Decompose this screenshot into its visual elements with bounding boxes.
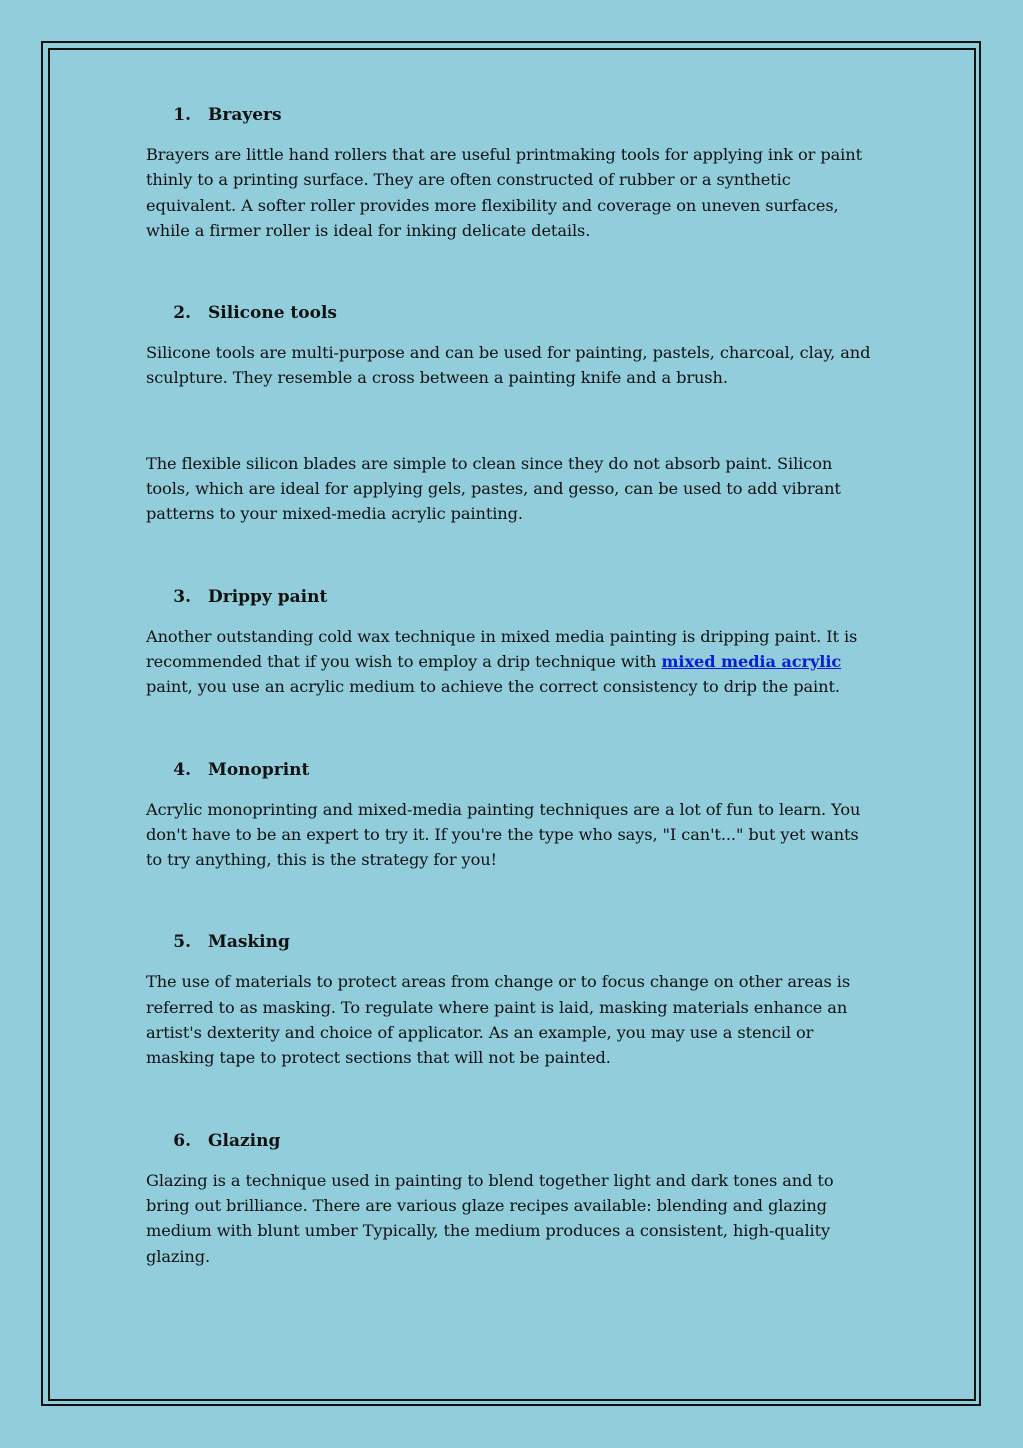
paragraph: The flexible silicon blades are simple to clean since they do not absorb paint. Silicon tools, which are ideal for applying gels, pastes, and gesso, can be used to add vibrant patterns to your mixed-media acrylic painting. bbox=[146, 453, 841, 524]
section-title: Drippy paint bbox=[208, 586, 328, 607]
section-drippy-paint bbox=[146, 582, 878, 700]
paragraph-text: Another outstanding cold wax technique in mixed media painting is dripping paint. It is recommended that if you wish to employ a drip technique with bbox=[146, 626, 858, 671]
section-heading bbox=[146, 582, 878, 612]
section-brayers bbox=[146, 100, 878, 243]
section-masking bbox=[146, 927, 878, 1070]
paragraph: Glazing is a technique used in painting to blend together light and dark tones and to bring out brilliance. There are various glaze recipes available: blending and glazing medium with blunt umber Typically, the medium produces a consistent, high-quality glazing. bbox=[146, 1170, 834, 1266]
section-heading bbox=[146, 755, 878, 785]
list-number: 6. bbox=[173, 1130, 191, 1151]
section-heading bbox=[146, 298, 878, 328]
paragraph bbox=[146, 624, 878, 700]
paragraph: The use of materials to protect areas from change or to focus change on other areas is referred to as masking. To regulate where paint is laid, masking materials enhance an artist's dexterity and choice of applicator. As an example, you may use a stencil or masking tape to protect sections that will not be painted. bbox=[146, 972, 851, 1068]
section-title: Brayers bbox=[208, 105, 282, 125]
section-title: Masking bbox=[208, 932, 290, 953]
paragraph: Silicone tools are multi-purpose and can be used for painting, pastels, charcoal, clay, and sculpture. They resemble a cross between a painting knife and a brush. bbox=[146, 343, 871, 388]
list-number: 2. bbox=[173, 303, 191, 324]
mixed-media-acrylic-link[interactable]: mixed media acrylic bbox=[661, 651, 842, 671]
list-number: 4. bbox=[173, 759, 191, 780]
section-title: Monoprint bbox=[208, 759, 310, 780]
list-number: 1. bbox=[173, 105, 191, 125]
list-number: 3. bbox=[173, 586, 191, 607]
paragraph: Acrylic monoprinting and mixed-media painting techniques are a lot of fun to learn. You don't have to be an expert to try it. If you're the type who says, "I can't..." but yet wants to try anything, this is the strategy for you! bbox=[146, 799, 861, 870]
document-body bbox=[146, 100, 878, 1324]
paragraph: Brayers are little hand rollers that are useful printmaking tools for applying ink or paint thinly to a printing surface. They are often constructed of rubber or a synthetic equivalent. A softer roller provides more flexibility and coverage on uneven surfaces, while a firmer roller is ideal for inking delicate details. bbox=[146, 145, 862, 240]
paragraph-text: paint, you use an acrylic medium to achieve the correct consistency to drip the paint. bbox=[146, 677, 840, 697]
section-silicone-tools bbox=[146, 298, 878, 526]
list-number: 5. bbox=[173, 932, 191, 953]
section-heading bbox=[146, 100, 878, 130]
section-title: Glazing bbox=[208, 1130, 281, 1151]
section-monoprint bbox=[146, 755, 878, 873]
section-glazing bbox=[146, 1126, 878, 1269]
section-heading bbox=[146, 1126, 878, 1156]
section-heading bbox=[146, 927, 878, 957]
section-title: Silicone tools bbox=[208, 303, 337, 324]
